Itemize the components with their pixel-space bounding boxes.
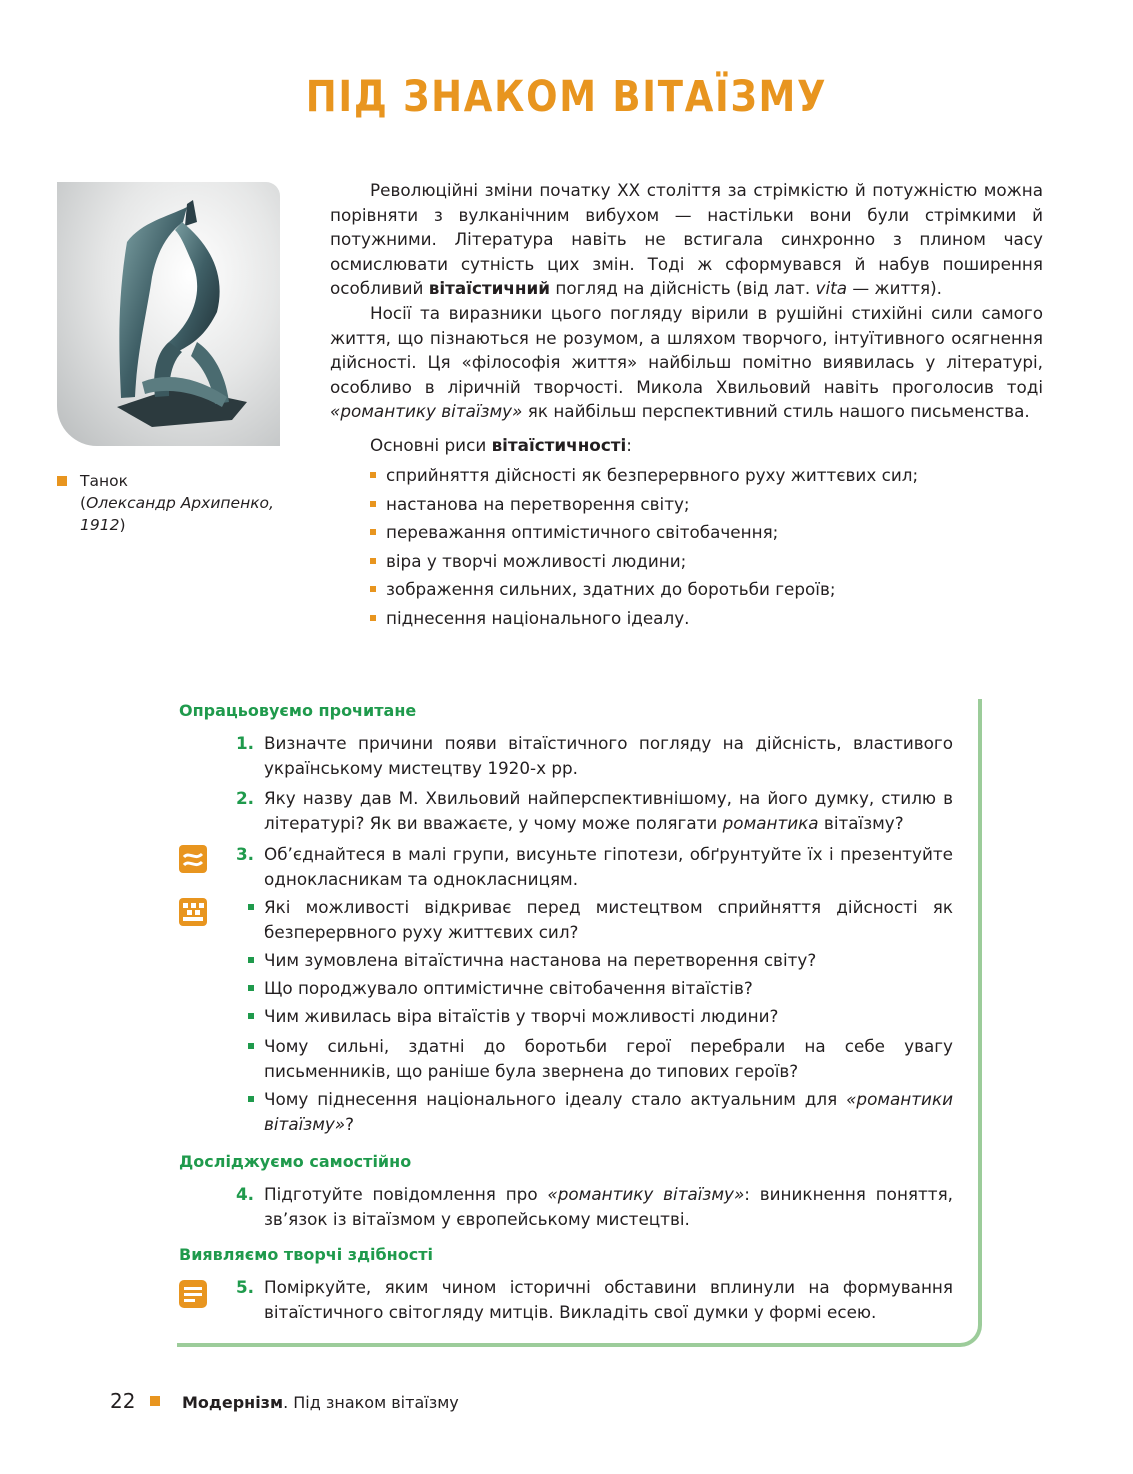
question-3	[236, 842, 953, 891]
features-list	[370, 461, 918, 633]
page-number: 22	[110, 1389, 136, 1413]
sub-question-text: Що породжувало оптимістичне світобачення вітаїстів?	[264, 978, 753, 998]
footer-bullet	[150, 1396, 160, 1406]
sub-question-text: Чим зумовлена вітаїстична настанова на перетворення світу?	[264, 950, 817, 970]
question-5	[236, 1275, 953, 1324]
question-text: Об’єднайтеся в малі групи, висуньте гіпотези, обґрунтуйте їх і презентуйте однокласникам та однокласницям.	[264, 844, 953, 889]
sub-question-text: Чим живилась віра вітаїстів у творчі можливості людини?	[264, 1006, 779, 1026]
caption-author: (Олександр Архипенко, 1912)	[80, 494, 274, 534]
sub-question-3	[248, 976, 953, 1001]
sub-question-1	[248, 895, 953, 944]
sub-question-text: Які можливості відкриває перед мистецтвом сприйняття дійсності як безперервного руху життєвих сил?	[264, 897, 953, 942]
hypothesis-icon	[179, 845, 207, 873]
sculpture-illustration	[57, 182, 280, 446]
intro-paragraph-2: Носії та виразники цього погляду вірили в рушійні стихійні сили самого життя, що пізнаються не розумом, а шляхом творчого, інтуїтивного осягнення дійсності. Ця «філософія життя» найбільш помітно виявилась у літературі, особливо в ліричній творчості. Микола Хвильовий навіть проголосив тоді «романтику вітаїзму» як найбільш перспективний стиль нашого письменства.	[330, 302, 1043, 422]
question-number: 2.	[236, 788, 255, 808]
section-heading-read: Опрацьовуємо прочитане	[179, 701, 417, 720]
question-text: Підготуйте повідомлення про «романтику вітаїзму»: виникнення поняття, зв’язок із вітаїзмом у європейському мистецтві.	[264, 1184, 953, 1229]
question-text: Поміркуйте, яким чином історичні обставини вплинули на формування вітаїстичного світогляду митців. Викладіть свої думки у формі есею.	[264, 1277, 953, 1322]
sub-question-6	[248, 1087, 953, 1136]
sub-question-text: Чому піднесення національного ідеалу стало актуальним для «романтики вітаїзму»?	[264, 1089, 953, 1134]
features-heading: Основні риси вітаїстичності:	[370, 435, 632, 455]
question-2	[236, 786, 953, 835]
sub-question-4	[248, 1004, 953, 1029]
intro-paragraph-1: Революційні зміни початку XX століття за стрімкістю й потужністю можна порівняти з вулканічним вибухом — настільки вони були стрімкими й потужними. Література навіть не встигала синхронно з плином часу осмислювати сутність цих змін. Тоді ж сформувався й набув поширення особливий вітаїстичний погляд на дійсність (від лат. vita — життя).	[330, 180, 1043, 299]
feature-item: зображення сильних, здатних до боротьби героїв;	[370, 575, 918, 604]
question-1	[236, 731, 953, 780]
question-text: Яку назву дав М. Хвильовий найперспективнішому, на його думку, стилю в літературі? Як ви вважаєте, у чому може полягати романтика вітаїзму?	[264, 788, 953, 833]
question-number: 3.	[236, 844, 255, 864]
sub-question-2	[248, 948, 953, 973]
group-work-icon	[179, 898, 207, 926]
intro-text	[330, 178, 1043, 424]
essay-icon	[179, 1280, 207, 1308]
sub-question-text: Чому сильні, здатні до боротьби герої перебрали на себе увагу письменників, що раніше була звернена до типових героїв?	[264, 1036, 953, 1081]
feature-item: сприйняття дійсності як безперервного руху життєвих сил;	[370, 461, 918, 490]
question-number: 1.	[236, 733, 255, 753]
caption-title: Танок	[80, 472, 128, 490]
question-number: 5.	[236, 1277, 255, 1297]
running-header: Модернізм. Під знаком вітаїзму	[182, 1393, 459, 1412]
feature-item: переважання оптимістичного світобачення;	[370, 518, 918, 547]
caption-text	[80, 470, 280, 536]
section-heading-creative: Виявляємо творчі здібності	[179, 1245, 433, 1264]
sculpture-photo	[57, 182, 280, 446]
section-heading-research: Досліджуємо самостійно	[179, 1152, 412, 1171]
caption-bullet	[57, 476, 67, 486]
feature-item: піднесення національного ідеалу.	[370, 604, 918, 633]
question-text: Визначте причини появи вітаїстичного погляду на дійсність, властивого українському мистецтву 1920-х рр.	[264, 733, 953, 778]
sub-question-5	[248, 1034, 953, 1083]
question-number: 4.	[236, 1184, 255, 1204]
page-title: ПІД ЗНАКОМ ВІТАЇЗМУ	[305, 72, 828, 122]
question-4	[236, 1182, 953, 1231]
feature-item: віра у творчі можливості людини;	[370, 547, 918, 576]
feature-item: настанова на перетворення світу;	[370, 490, 918, 519]
